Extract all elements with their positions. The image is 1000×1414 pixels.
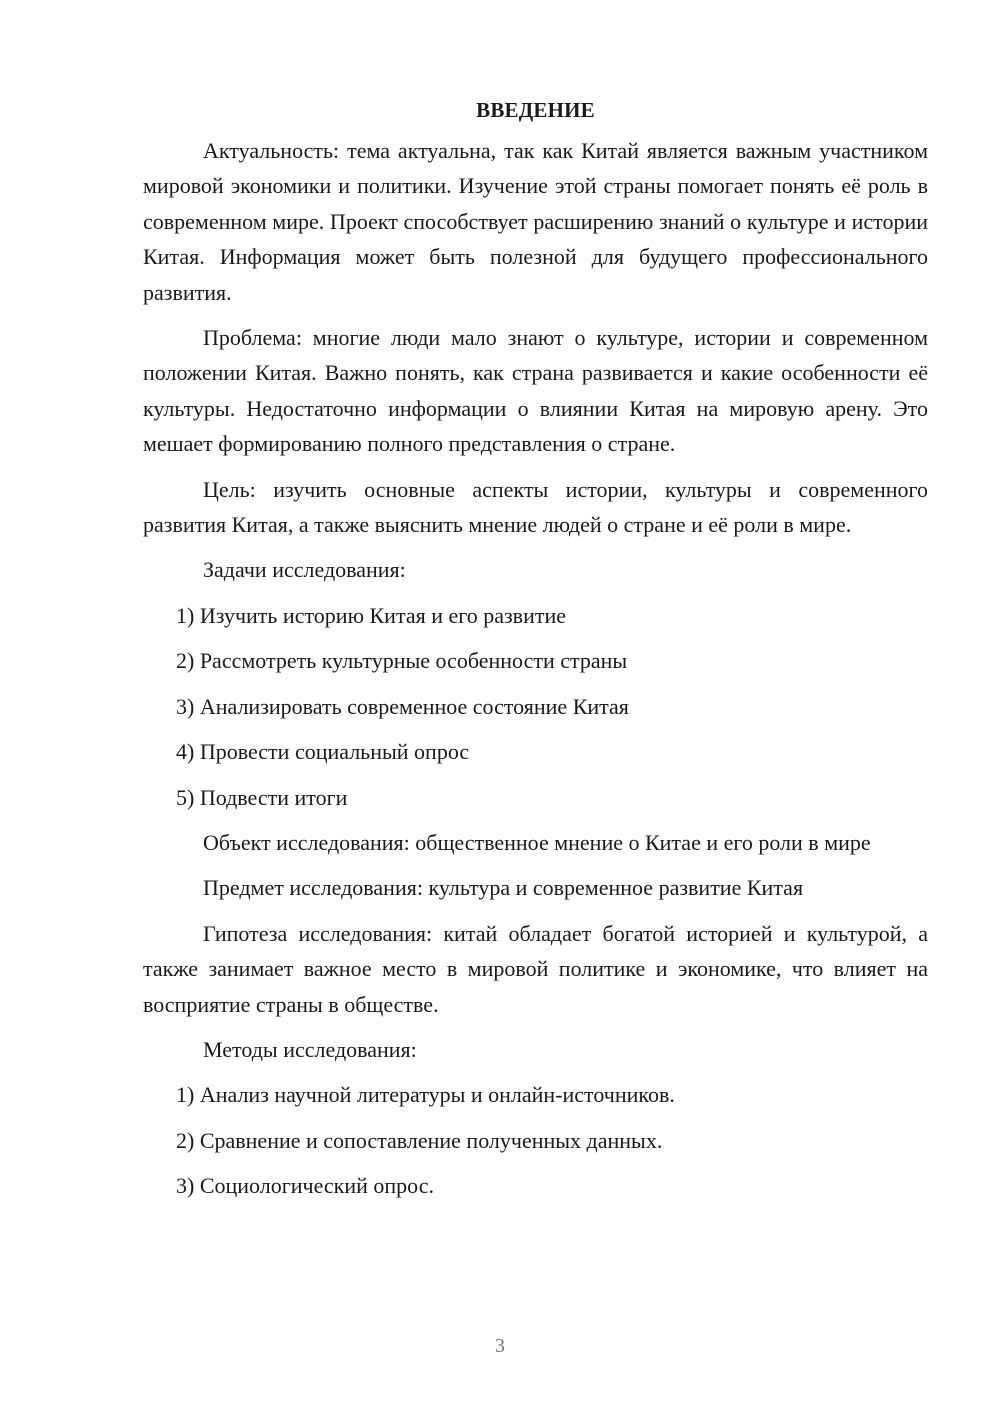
method-item: 3) Социологический опрос.	[176, 1173, 434, 1199]
page-number: 3	[495, 1335, 505, 1357]
document-page	[143, 92, 928, 1204]
page-title: ВВЕДЕНИЕ	[476, 98, 595, 122]
goal-paragraph: Цель: изучить основные аспекты истории, культуры и современного развития Китая, а также выяснить мнение людей о стране и её роли в мире.	[143, 476, 928, 538]
task-item: 1) Изучить историю Китая и его развитие	[176, 602, 566, 628]
task-item: 4) Провести социальный опрос	[176, 739, 470, 765]
method-item: 1) Анализ научной литературы и онлайн-источников.	[176, 1082, 675, 1108]
task-item: 3) Анализировать современное состояние Китая	[176, 693, 629, 719]
problem-paragraph: Проблема: многие люди мало знают о культуре, истории и современном положении Китая. Важно понять, как страна развивается и какие особенности её культуры. Недостаточно информации о влиянии Китая на мировую арену. Это мешает формированию полного представления о стране.	[143, 325, 928, 457]
task-item: 5) Подвести итоги	[176, 784, 348, 810]
methods-title: Методы исследования:	[203, 1036, 417, 1062]
object-paragraph: Объект исследования: общественное мнение о Китае и его роли в мире	[203, 829, 871, 855]
task-item: 2) Рассмотреть культурные особенности страны	[176, 648, 628, 674]
hypothesis-paragraph: Гипотеза исследования: китай обладает богатой историей и культурой, а также занимает важное место в мировой политике и экономике, что влияет на восприятие страны в обществе.	[143, 920, 928, 1017]
subject-paragraph: Предмет исследования: культура и современное развитие Китая	[203, 875, 804, 901]
method-item: 2) Сравнение и сопоставление полученных данных.	[176, 1127, 663, 1153]
relevance-paragraph: Актуальность: тема актуальна, так как Китай является важным участником мировой экономики и политики. Изучение этой страны помогает понять её роль в современном мире. Проект способствует расширению знаний о культуре и истории Китая. Информация может быть полезной для будущего профессионального развития.	[143, 138, 928, 305]
tasks-title: Задачи исследования:	[203, 557, 406, 583]
